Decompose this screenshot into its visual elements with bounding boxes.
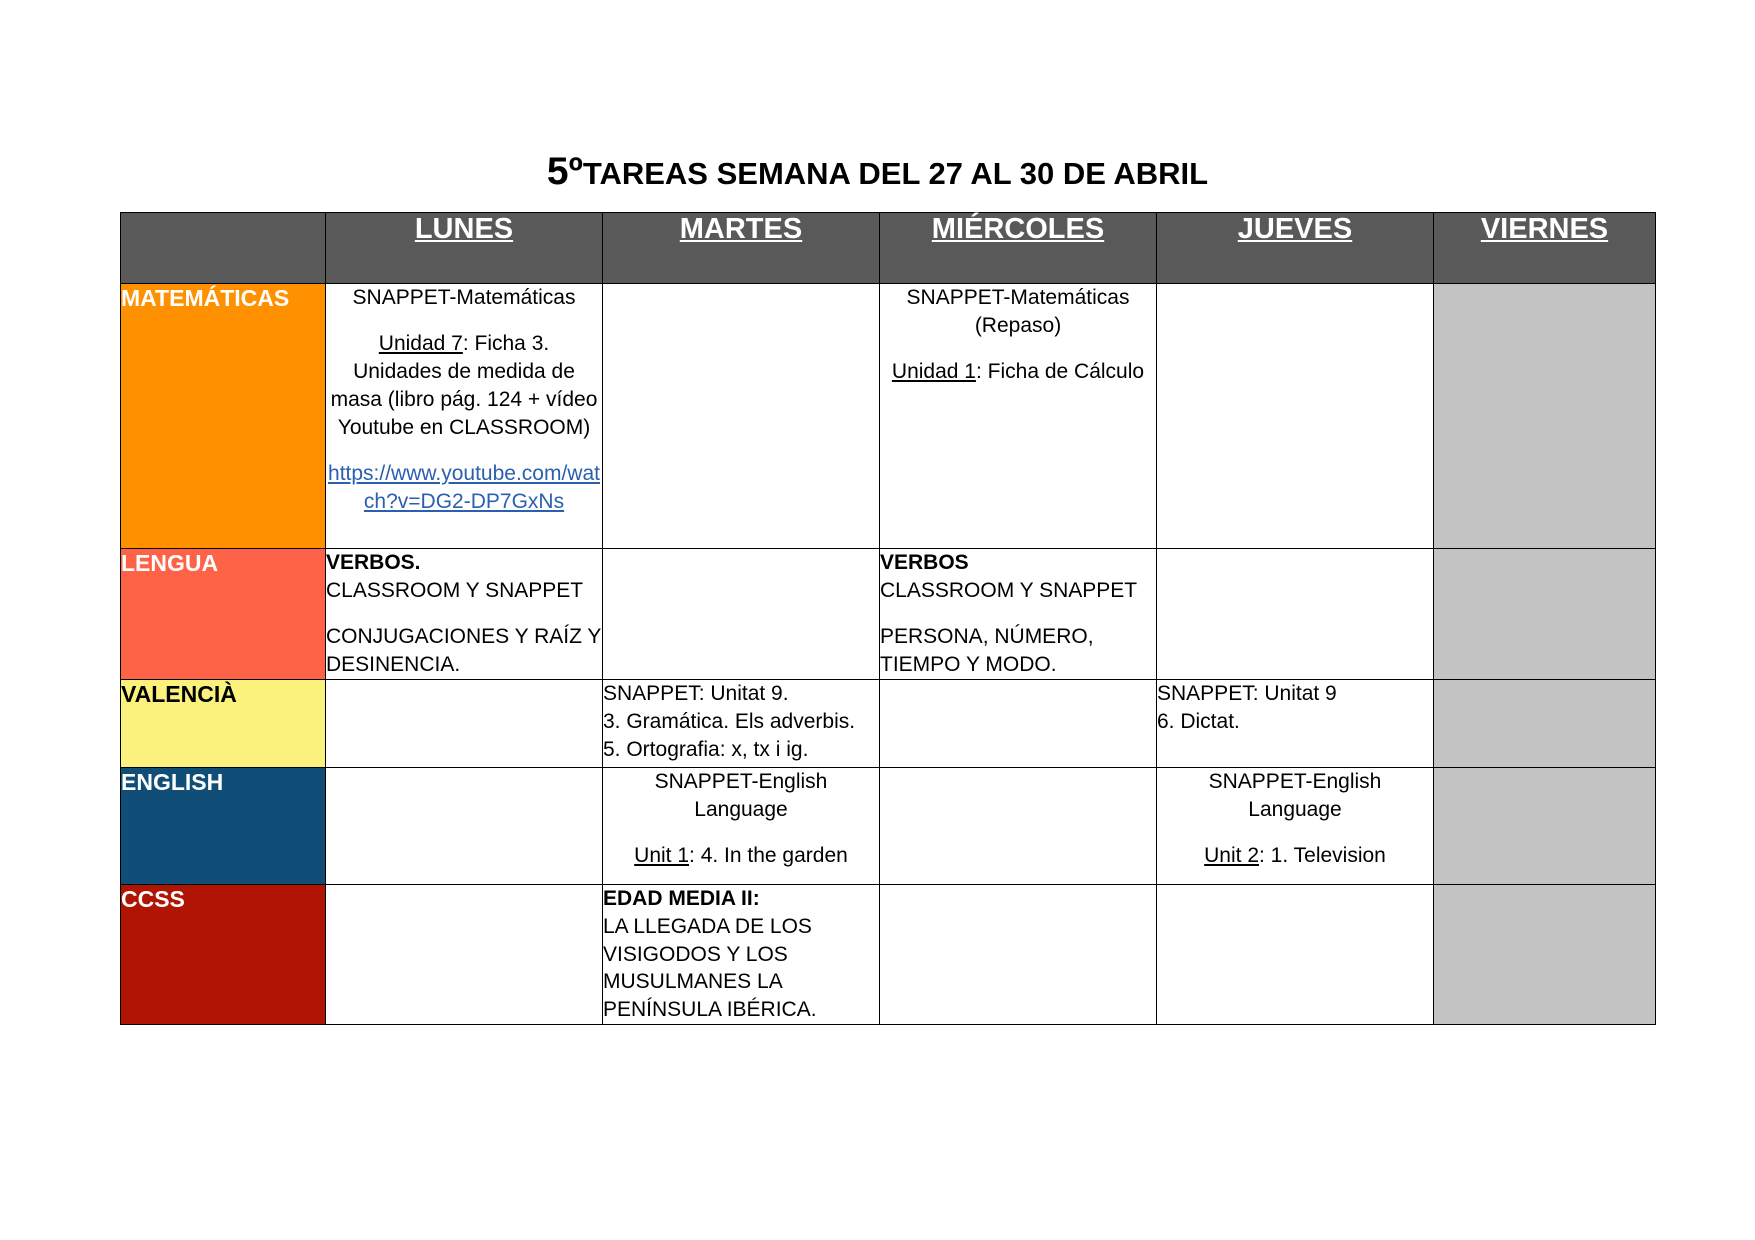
weekly-homework-table xyxy=(120,212,1656,1025)
cell-ccss-jueves xyxy=(1157,884,1434,1025)
table-row xyxy=(121,884,1656,1025)
cell-english-lunes xyxy=(326,767,603,884)
cell-line: SNAPPET-English xyxy=(1208,769,1382,793)
cell-body: Unidades de medida de masa (libro pág. 124 + vídeo Youtube en CLASSROOM) xyxy=(330,359,598,439)
cell-line xyxy=(1157,842,1433,870)
youtube-link[interactable]: https://www.youtube.com/watch?v=DG2-DP7GxNs xyxy=(328,461,600,513)
cell-line: CLASSROOM Y SNAPPET xyxy=(880,578,1138,602)
cell-english-miercoles xyxy=(880,767,1157,884)
subject-label-lengua: LENGUA xyxy=(121,549,326,680)
column-header-miercoles: MIÉRCOLES xyxy=(880,213,1157,284)
cell-line: SNAPPET: Unitat 9. xyxy=(603,681,789,705)
cell-line: CLASSROOM Y SNAPPET xyxy=(326,578,584,602)
column-header-martes: MARTES xyxy=(603,213,880,284)
cell-ccss-viernes xyxy=(1434,884,1656,1025)
subject-label-valencia: VALENCIÀ xyxy=(121,679,326,767)
cell-english-martes xyxy=(603,767,880,884)
cell-ccss-lunes xyxy=(326,884,603,1025)
subject-label-ccss: CCSS xyxy=(121,884,326,1025)
unit-rest: : 4. In the garden xyxy=(689,843,848,867)
subject-label-matematicas: MATEMÁTICAS xyxy=(121,284,326,549)
cell-spacer xyxy=(326,312,602,330)
unit-label: Unidad 7 xyxy=(378,331,463,355)
table-row xyxy=(121,549,1656,680)
column-header-viernes: VIERNES xyxy=(1434,213,1656,284)
cell-line: SNAPPET-English xyxy=(654,769,828,793)
cell-matematicas-jueves xyxy=(1157,284,1434,549)
cell-valencia-lunes xyxy=(326,679,603,767)
cell-body: LA LLEGADA DE LOS VISIGODOS Y LOS MUSULMANES LA PENÍNSULA IBÉRICA. xyxy=(603,914,817,1022)
table-row xyxy=(121,767,1656,884)
cell-matematicas-lunes xyxy=(326,284,603,549)
cell-line: (Repaso) xyxy=(974,313,1062,337)
cell-ccss-miercoles xyxy=(880,884,1157,1025)
cell-line xyxy=(880,358,1156,386)
cell-line: 3. Gramática. Els adverbis. xyxy=(603,709,856,733)
cell-line: SNAPPET-Matemáticas xyxy=(906,286,1130,309)
table-row xyxy=(121,284,1656,549)
cell-line: Language xyxy=(1248,797,1342,821)
cell-line: 5. Ortografia: x, tx i ig. xyxy=(603,737,809,761)
table-corner-cell xyxy=(121,213,326,284)
page-title xyxy=(0,150,1755,194)
cell-english-jueves xyxy=(1157,767,1434,884)
cell-matematicas-miercoles xyxy=(880,284,1157,549)
cell-spacer xyxy=(880,340,1156,358)
column-header-jueves: JUEVES xyxy=(1157,213,1434,284)
cell-line: PERSONA, NÚMERO, TIEMPO Y MODO. xyxy=(880,624,1094,676)
page-title-grade: 5º xyxy=(546,150,583,193)
cell-bold-line: VERBOS. xyxy=(326,551,421,574)
cell-matematicas-martes xyxy=(603,284,880,549)
cell-bold-line: VERBOS xyxy=(880,551,969,574)
cell-english-viernes xyxy=(1434,767,1656,884)
cell-spacer xyxy=(326,442,602,460)
cell-valencia-viernes xyxy=(1434,679,1656,767)
table-row xyxy=(121,679,1656,767)
unit-rest: : Ficha de Cálculo xyxy=(975,359,1145,383)
cell-lengua-miercoles xyxy=(880,549,1157,680)
unit-label: Unit 1 xyxy=(634,843,690,867)
page-title-text: TAREAS SEMANA DEL 27 AL 30 DE ABRIL xyxy=(582,156,1209,191)
cell-bold-line: EDAD MEDIA II: xyxy=(603,886,760,910)
cell-line: CONJUGACIONES Y RAÍZ Y DESINENCIA. xyxy=(326,624,602,676)
unit-rest: : Ficha 3. xyxy=(462,331,550,355)
cell-lengua-martes xyxy=(603,549,880,680)
table-header-row xyxy=(121,213,1656,284)
column-header-lunes: LUNES xyxy=(326,213,603,284)
cell-spacer xyxy=(880,605,1156,623)
cell-spacer xyxy=(603,824,879,842)
cell-line: SNAPPET-Matemáticas xyxy=(352,286,576,309)
cell-line: SNAPPET: Unitat 9 xyxy=(1157,681,1337,705)
cell-line: Language xyxy=(694,797,788,821)
unit-rest: : 1. Television xyxy=(1259,843,1386,867)
cell-lengua-jueves xyxy=(1157,549,1434,680)
cell-spacer xyxy=(326,605,602,623)
unit-label: Unit 2 xyxy=(1204,843,1259,867)
cell-line: 6. Dictat. xyxy=(1157,709,1240,733)
cell-ccss-martes xyxy=(603,884,880,1025)
cell-line xyxy=(326,330,602,358)
cell-lengua-viernes xyxy=(1434,549,1656,680)
cell-lengua-lunes xyxy=(326,549,603,680)
cell-valencia-miercoles xyxy=(880,679,1157,767)
cell-line xyxy=(603,842,879,870)
cell-valencia-jueves xyxy=(1157,679,1434,767)
cell-valencia-martes xyxy=(603,679,880,767)
cell-spacer xyxy=(1157,824,1433,842)
subject-label-english: ENGLISH xyxy=(121,767,326,884)
unit-label: Unidad 1 xyxy=(891,359,976,383)
cell-matematicas-viernes xyxy=(1434,284,1656,549)
